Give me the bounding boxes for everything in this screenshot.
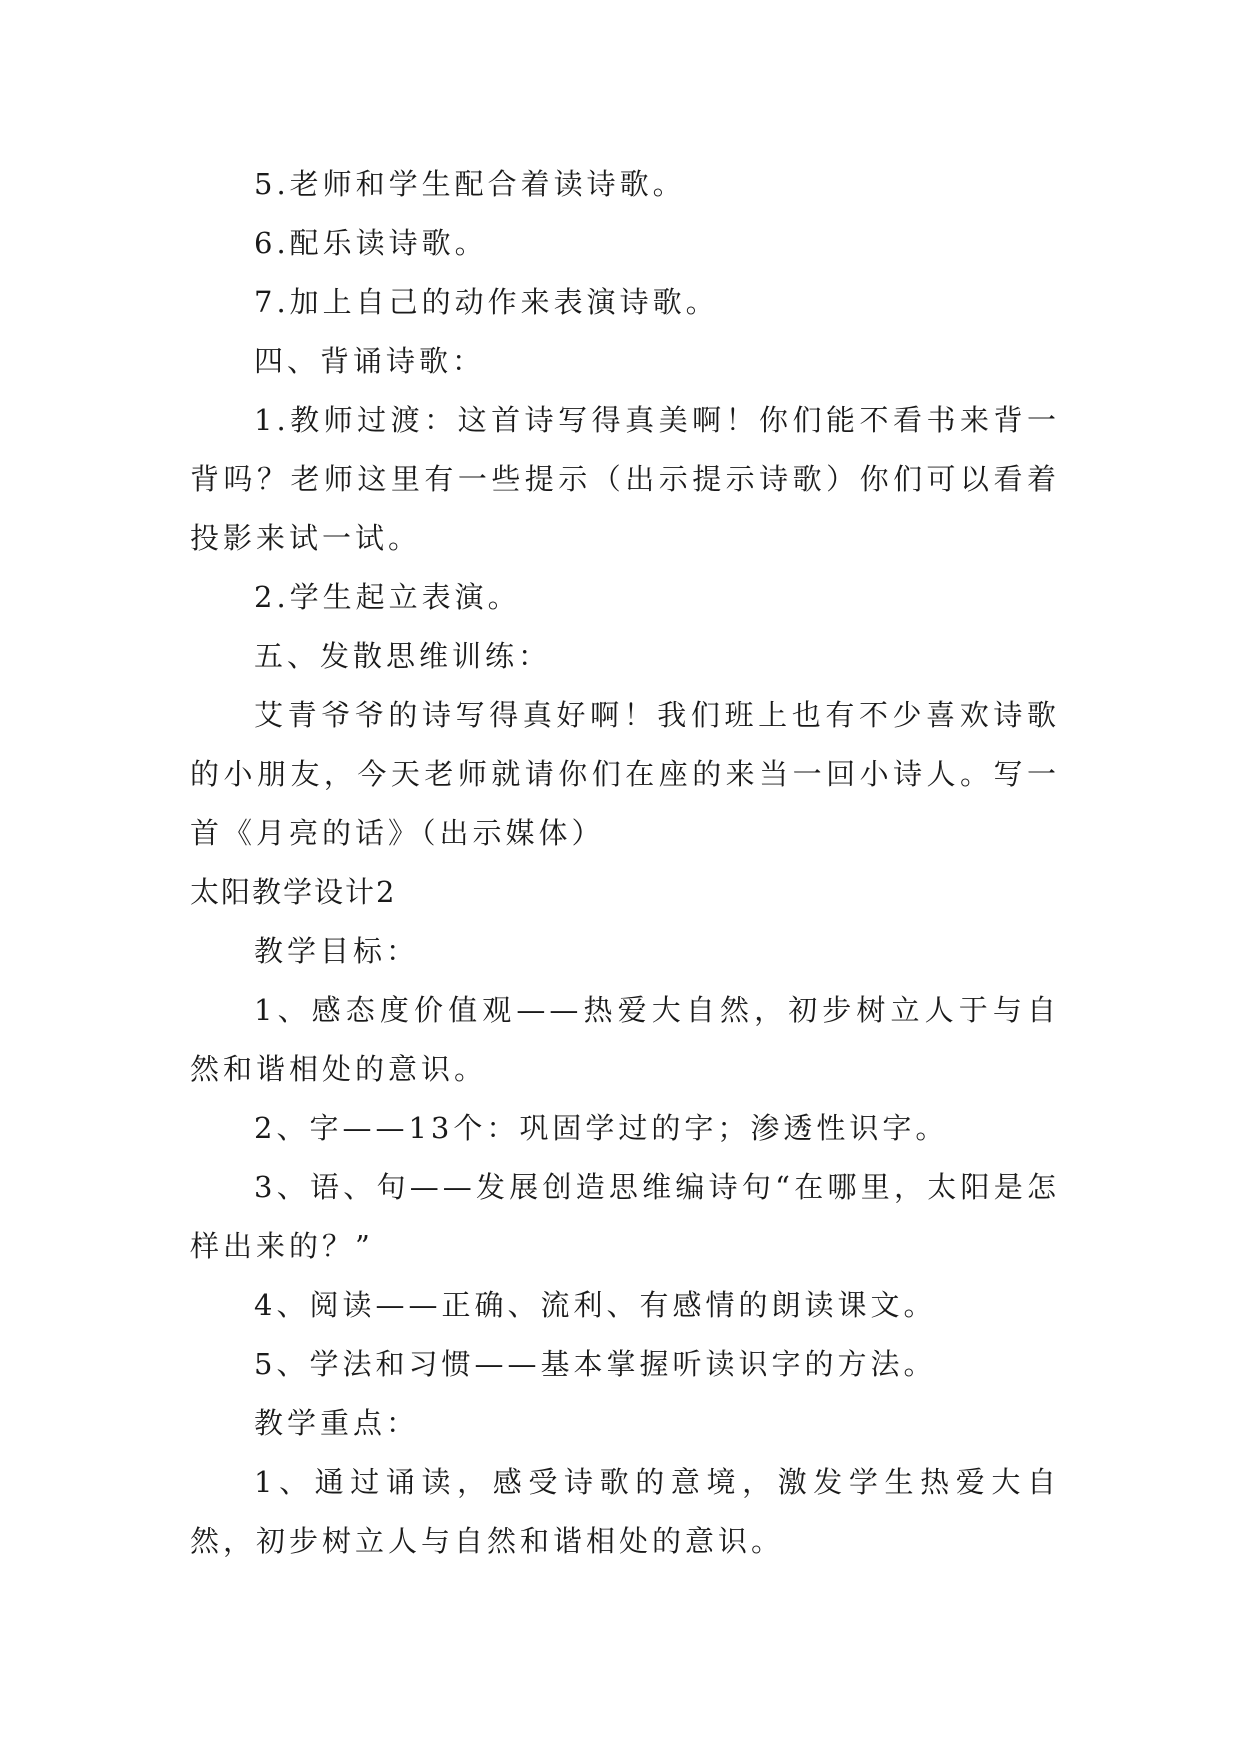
goal-item-characters: 2、字——13个：巩固学过的字；渗透性识字。 [254,1111,949,1145]
section-heading-teaching-goals: 教学目标： [254,934,420,968]
key-point-item-1: 1、通过诵读，感受诗歌的意境，激发学生热爱大自然，初步树立人与自然和谐相处的意识。 [190,1465,1060,1558]
goal-item-reading: 4、阅读——正确、流利、有感情的朗读课文。 [254,1288,937,1322]
paragraph-reading-together: 5.老师和学生配合着读诗歌。 [254,167,686,201]
goal-item-habits: 5、学法和习惯——基本掌握听读识字的方法。 [254,1347,937,1381]
paragraph-teacher-transition: 1.教师过渡：这首诗写得真美啊！你们能不看书来背一背吗？老师这里有一些提示（出示提示诗歌）你们可以看着投影来试一试。 [190,403,1060,555]
goal-item-sentences: 3、语、句——发展创造思维编诗句“在哪里，太阳是怎样出来的？” [190,1170,1060,1263]
paragraph-little-poet: 艾青爷爷的诗写得真好啊！我们班上也有不少喜欢诗歌的小朋友，今天老师就请你们在座的来当一回小诗人。写一首《月亮的话》（出示媒体） [190,698,1060,850]
document-title-lesson-2: 太阳教学设计2 [190,875,397,909]
section-heading-key-points: 教学重点： [254,1406,420,1440]
paragraph-music-reading: 6.配乐读诗歌。 [254,226,488,260]
document-body [190,155,1060,1571]
goal-item-values: 1、感态度价值观——热爱大自然，初步树立人于与自然和谐相处的意识。 [190,993,1060,1086]
section-heading-divergent-thinking: 五、发散思维训练： [254,639,552,673]
section-heading-recite: 四、背诵诗歌： [254,344,486,378]
paragraph-students-perform: 2.学生起立表演。 [254,580,521,614]
paragraph-act-out-poem: 7.加上自己的动作来表演诗歌。 [254,285,719,319]
